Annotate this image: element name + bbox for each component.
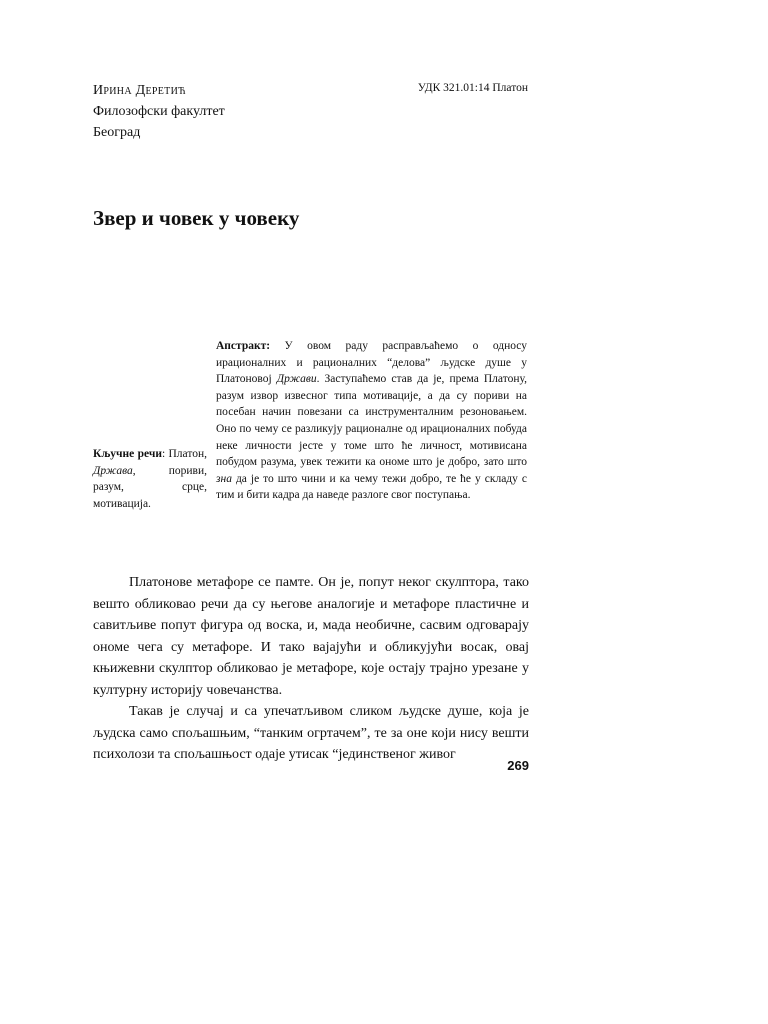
author-name: Ирина Деретић — [93, 83, 186, 98]
keywords — [93, 446, 207, 512]
abstract-label: Апстракт: — [216, 340, 271, 352]
abstract-italic-republic: Држави — [276, 373, 317, 386]
keywords-italic-republic: Држава — [93, 464, 133, 477]
abstract-text-part-3: да је то што чини и ка чему тежи добро, те ће у складу с тим и бити кадра да наведе разлоге свог поступања. — [216, 472, 527, 502]
abstract-text-part-2: . Заступаћемо став да је, према Платону, разум извор извесног типа мотивације, а да су пориви на посебан начин повезани са инструменталним резоновањем. Оно по чему се разликују рационалне од ирационалних побуда неке личности јесте у томе што ће личност, мотивисана побудом разума, увек тежити ка ономе што је добро, зато што — [216, 373, 527, 469]
body-paragraph-2: Такав је случај и са упечатљивом сликом људске душе, која је људска само спољашњим, “танким огртачем”, те за оне који нису вешти психолози та спољашњост одаје утисак “јединственог живог — [93, 704, 529, 762]
keywords-text-part-2: , пориви, разум, срце, мотивација. — [93, 464, 207, 510]
author-block — [93, 80, 225, 143]
body-text — [93, 572, 529, 766]
page-number: 269 — [507, 758, 529, 773]
abstract — [216, 338, 527, 504]
author-affiliation: Филозофски факултет — [93, 104, 225, 119]
keywords-label: Кључне речи — [93, 448, 162, 460]
article-title: Звер и човек у човеку — [93, 206, 300, 230]
abstract-italic-knows: зна — [216, 472, 232, 485]
body-paragraph-1: Платонове метафоре се памте. Он је, попут неког скулптора, тако вешто обликовао речи да су његове аналогије и метафоре пластичне и савитљиве попут фигура од воска, и, мада необичне, сасвим одговарају ономе чега су метафоре. И тако вајајући и обликујући восак, овај књижевни скулптор обликовао је метафоре, које остају трајно урезане у културну историју човечанства. — [93, 575, 529, 698]
keywords-text-part-1: : Платон, — [161, 448, 207, 460]
udk-classification: УДК 321.01:14 Платон — [417, 82, 528, 94]
abstract-text-part-1: У овом раду расправљаћемо о односу ирационалних и рационалних “делова” људске душе у Платоновој — [216, 340, 527, 386]
author-city: Београд — [93, 125, 141, 140]
